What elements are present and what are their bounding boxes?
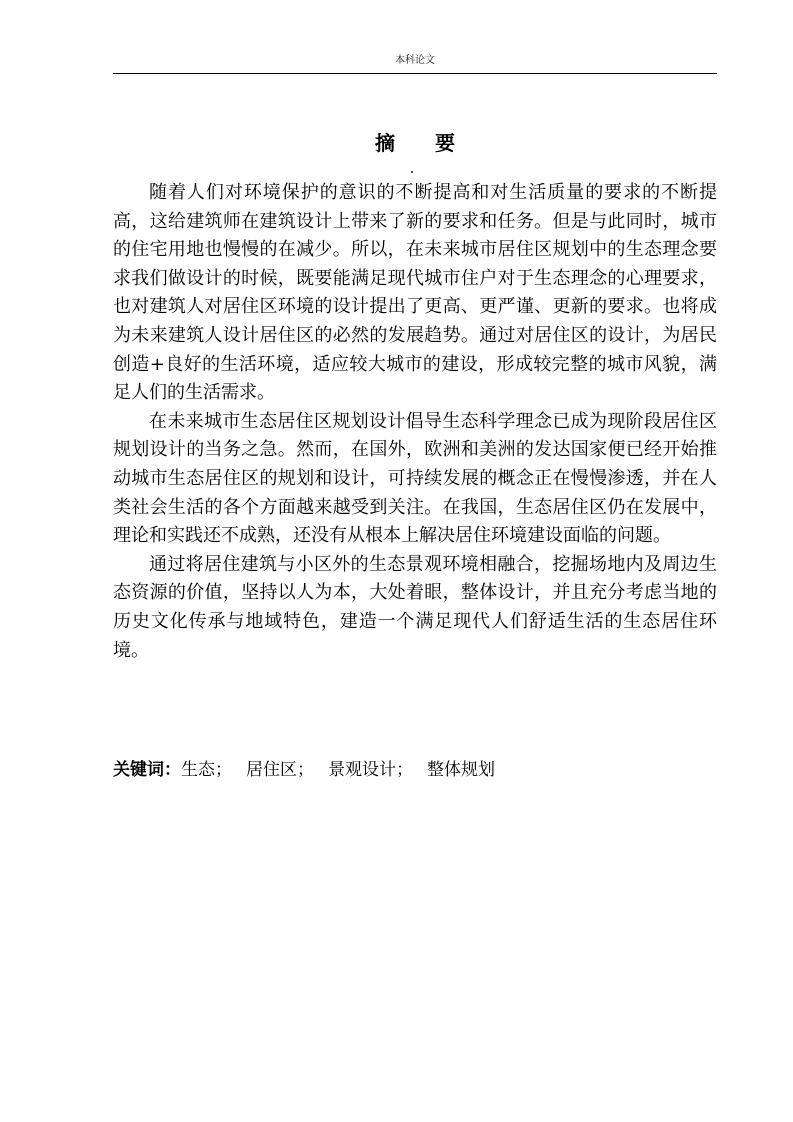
keyword-item: 居住区； [246,760,314,780]
running-header: 本科论文 [395,55,435,66]
title-part-1: 摘 [375,131,395,155]
keywords-line [113,756,717,784]
keyword-item: 生态； [181,760,232,780]
stray-dot [411,171,413,173]
abstract-paragraph-1: 随着人们对环境保护的意识的不断提高和对生活质量的要求的不断提高，这给建筑师在建筑设计上带来了新的要求和任务。但是与此同时，城市的住宅用地也慢慢的在减少。所以，在未来城市居住区规划中的生态理念要求我们做设计的时候，既要能满足现代城市住户对于生态理念的心理要求，也对建筑人对居住区环境的设计提出了更高、更严谨、更新的要求。也将成为未来建筑人设计居住区的必然的发展趋势。通过对居住区的设计，为居民创造+良好的生活环境，适应较大城市的建设，形成较完整的城市风貌，满足人们的生活需求。 [113,182,717,404]
abstract-paragraph-3: 通过将居住建筑与小区外的生态景观环境相融合，挖掘场地内及周边生态资源的价值，坚持以人为本，大处着眼，整体设计，并且充分考虑当地的历史文化传承与地域特色，建造一个满足现代人们舒适生活的生态居住环境。 [113,553,717,661]
title-part-2: 要 [435,131,455,155]
keyword-item: 整体规划 [427,760,495,780]
keywords-label: 关键词： [113,760,181,780]
header-rule [113,73,717,74]
page-title [113,129,717,157]
abstract-body [113,179,717,665]
abstract-paragraph-2: 在未来城市生态居住区规划设计倡导生态科学理念已成为现阶段居住区规划设计的当务之急。然而，在国外，欧洲和美洲的发达国家便已经开始推动城市生态居住区的规划和设计，可持续发展的概念正在慢慢渗透，并在人类社会生活的各个方面越来越受到关注。在我国，生态居住区仍在发展中，理论和实践还不成熟，还没有从根本上解决居住环境建设面临的问题。 [113,410,717,547]
keyword-item: 景观设计； [328,760,413,780]
